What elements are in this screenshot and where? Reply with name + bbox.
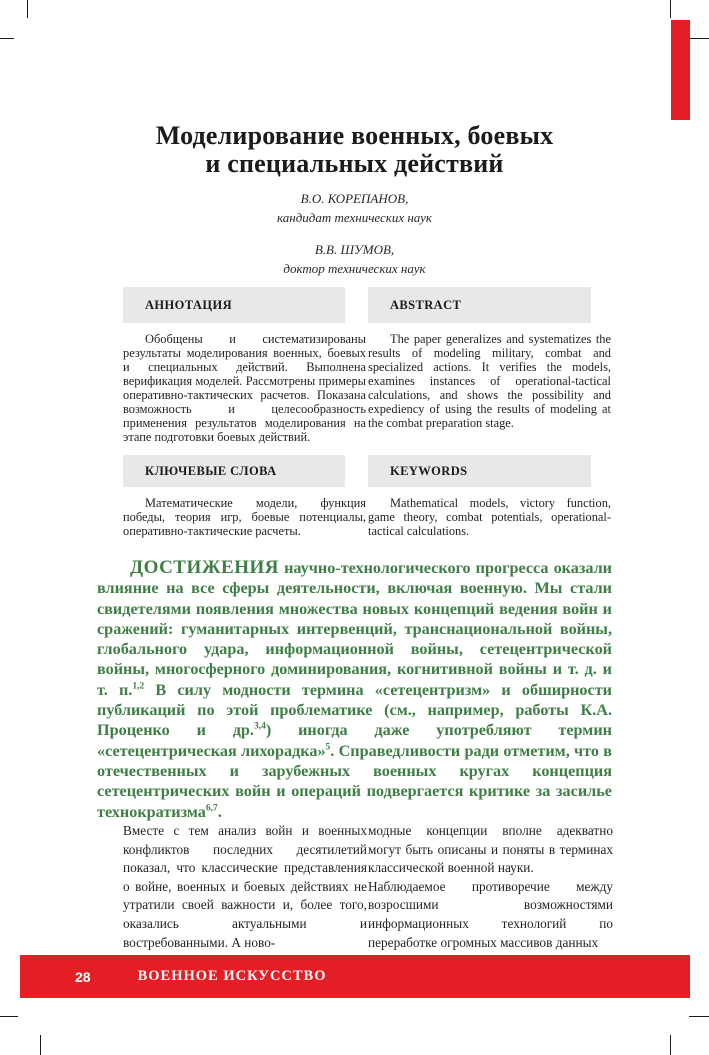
- crop-mark-top-left-horizontal: [0, 38, 14, 39]
- author-degree: кандидат технических наук: [276, 210, 432, 225]
- crop-mark-top-right-vertical: [670, 0, 671, 18]
- abstract-text: The paper generalizes and systematizes the results of modeling military, combat and specialized actions. It verifies the models, examines instances of operational-tactical calculations, and shows the possibility and expediency of using the results of modeling at the combat preparation stage.: [368, 332, 611, 430]
- journal-section-title: ВОЕННОЕ ИСКУССТВО: [137, 968, 327, 984]
- red-accent-bar: [671, 20, 690, 120]
- crop-mark-bottom-right-vertical: [670, 1035, 671, 1055]
- crop-mark-top-right-horizontal: [690, 38, 709, 39]
- article-title-line1: Моделирование военных, боевых: [155, 121, 554, 150]
- lead-first-word: ДОСТИЖЕНИЯ: [130, 557, 279, 578]
- crop-mark-top-left-vertical: [27, 0, 28, 18]
- author-degree: доктор технических наук: [283, 261, 426, 276]
- author-entry: [97, 240, 612, 278]
- author-entry: [97, 189, 612, 227]
- lead-paragraph: [97, 558, 612, 822]
- keywords-ru-heading: КЛЮЧЕВЫЕ СЛОВА: [123, 455, 345, 487]
- body-right-column: [368, 822, 613, 952]
- author-name: В.О. КОРЕПАНОВ,: [300, 191, 409, 206]
- annotation-text: Обобщены и систематизированы результаты моделирования военных, боевых и специальных действий. Выполнена верификация моделей. Рассмотрены примеры оперативно-тактических расчетов. Показана возможность и целесообразность применения результатов моделирования на этапе подготовки боевых действий.: [123, 332, 366, 444]
- crop-mark-bottom-left-horizontal: [0, 1016, 18, 1017]
- article-title: [97, 122, 612, 178]
- body-paragraph: модные концепции вполне адекватно могут быть описаны и поняты в терминах классической военной науки.: [368, 823, 613, 876]
- keywords-en-heading: KEYWORDS: [368, 455, 591, 487]
- annotation-heading: АННОТАЦИЯ: [123, 287, 345, 323]
- keywords-en-text: Mathematical models, victory function, game theory, combat potentials, operational-tactical calculations.: [368, 496, 611, 538]
- footer-band: [20, 955, 690, 998]
- lead-paragraph-text: научно-технологического прогресса оказали влияние на все сферы деятельности, включая военную. Мы стали свидетелями появления множества новых концепций ведения войн и сражений: гуманитарных интервенций, транснациональной войны, глобального удара, информационной войны, сетецентрической войны, многосферного доминирования, когнитивной войны и т. д. и т. п.$^{1,2}$ В силу модности термина «сетецентризм» и обширности публикаций по этой проблематике (см., например, работы К.А. Проценко и др.$^{3,4}$) иногда даже употребляют термин «сетецентрическая лихорадка»$^5$. Справедливости ради отметим, что в отечественных и зарубежных военных кругах концепция сетецентрических войн и операций подвергается критике за засилье технократизма$^{6,7}$.: [97, 559, 612, 821]
- keywords-ru-text: Математические модели, функция победы, теория игр, боевые потенциалы, оперативно-тактические расчеты.: [123, 496, 366, 538]
- body-left-column: [123, 822, 367, 952]
- body-paragraph: Наблюдаемое противоречие между возросшими возможностями информационных технологий по переработке огромных массивов данных: [368, 878, 613, 950]
- body-paragraph: Вместе с тем анализ войн и военных конфликтов последних десятилетий показал, что классические представления о войне, военных и боевых действиях не утратили своей важности и, более того, оказались актуальными и востребованными. А ново-: [123, 823, 367, 950]
- crop-mark-bottom-right-horizontal: [689, 1016, 709, 1017]
- crop-mark-bottom-left-vertical: [40, 1035, 41, 1055]
- authors-block: [97, 189, 612, 291]
- author-name: В.В. ШУМОВ,: [314, 242, 395, 257]
- abstract-heading: ABSTRACT: [368, 287, 591, 323]
- article-title-line2: и специальных действий: [205, 149, 504, 178]
- page-number: 28: [75, 968, 91, 985]
